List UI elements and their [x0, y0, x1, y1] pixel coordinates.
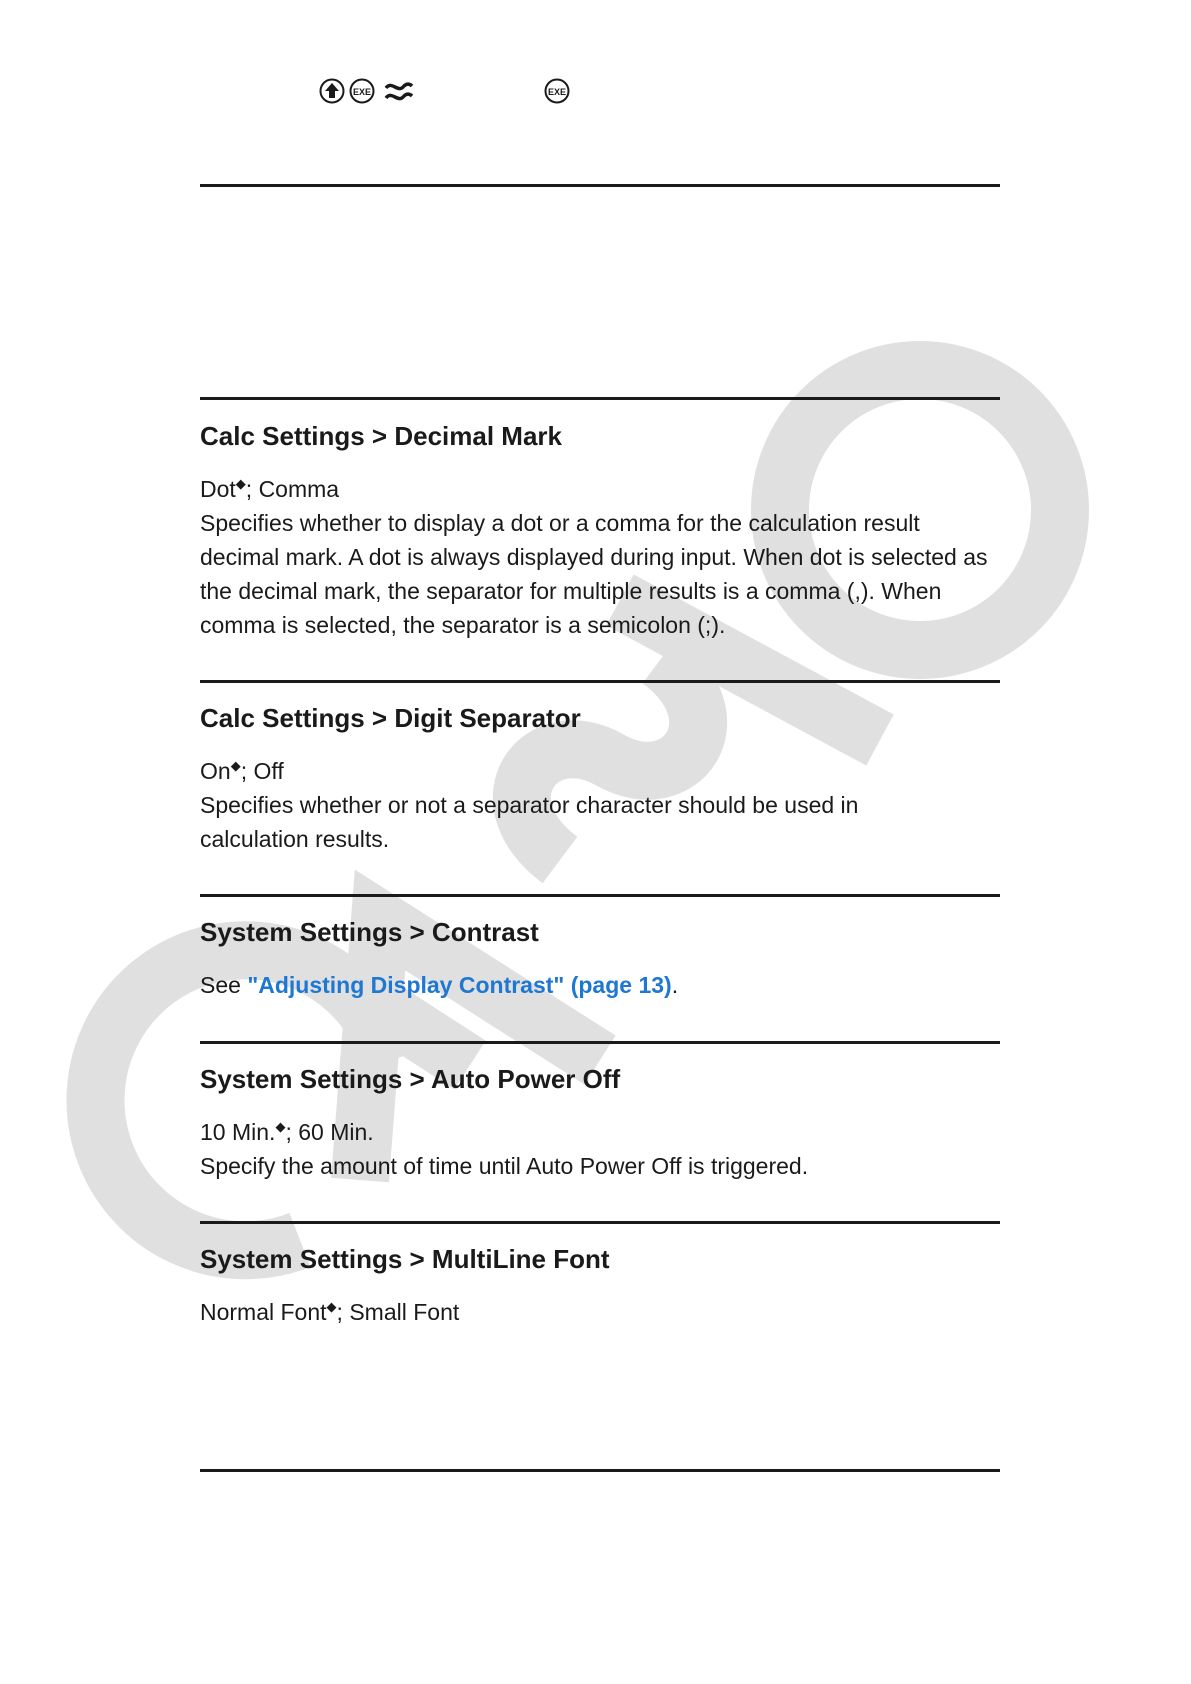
see-line — [200, 968, 1000, 1002]
option-default: Normal Font — [200, 1299, 327, 1325]
option-rest: ; Comma — [245, 476, 340, 502]
option-rest: ; Off — [240, 758, 284, 784]
options-line — [200, 472, 1000, 506]
divider — [200, 1041, 1000, 1044]
section-description: Specifies whether or not a separator character should be used in calculation results. — [200, 792, 859, 852]
divider — [200, 1221, 1000, 1224]
option-default: On — [200, 758, 231, 784]
section-title: System Settings > Auto Power Off — [200, 1064, 621, 1094]
default-marker: ◆ — [235, 476, 246, 491]
section-digit-separator — [200, 702, 1000, 856]
section-description: Specifies whether to display a dot or a comma for the calculation result decimal mark. A dot is always displayed during input. When dot is selected as the decimal mark, the separator for multiple results is a comma (,). When comma is selected, the separator is a semicolon (;). — [200, 510, 988, 638]
divider — [200, 680, 1000, 683]
section-title: Calc Settings > Decimal Mark — [200, 421, 562, 451]
divider — [200, 184, 1000, 187]
default-marker: ◆ — [275, 1119, 286, 1134]
contrast-page-link[interactable]: "Adjusting Display Contrast" (page 13) — [247, 972, 672, 998]
option-default: 10 Min. — [200, 1119, 276, 1145]
section-description: Specify the amount of time until Auto Power Off is triggered. — [200, 1153, 809, 1179]
section-title: Calc Settings > Digit Separator — [200, 703, 581, 733]
options-line — [200, 754, 1000, 788]
svg-text:EXE: EXE — [547, 87, 567, 97]
divider — [200, 397, 1000, 400]
section-contrast — [200, 916, 1000, 1002]
divider — [200, 894, 1000, 897]
divider — [200, 1469, 1000, 1472]
option-rest: ; Small Font — [336, 1299, 460, 1325]
options-line — [200, 1295, 1000, 1329]
default-marker: ◆ — [230, 758, 241, 773]
options-line — [200, 1115, 1000, 1149]
section-multiline-font — [200, 1243, 1000, 1329]
exe-key-icon — [349, 78, 375, 104]
shift-key-icon — [319, 78, 345, 104]
approx-symbol-icon — [383, 76, 415, 106]
exe-key-icon — [544, 78, 570, 104]
see-prefix: See — [200, 972, 248, 998]
section-decimal-mark — [200, 420, 1000, 642]
section-auto-power-off — [200, 1063, 1000, 1183]
option-default: Dot — [200, 476, 236, 502]
default-marker: ◆ — [326, 1299, 337, 1314]
section-title: System Settings > MultiLine Font — [200, 1244, 610, 1274]
svg-text:EXE: EXE — [352, 87, 372, 97]
section-title: System Settings > Contrast — [200, 917, 539, 947]
see-suffix: . — [671, 972, 679, 998]
option-rest: ; 60 Min. — [285, 1119, 374, 1145]
